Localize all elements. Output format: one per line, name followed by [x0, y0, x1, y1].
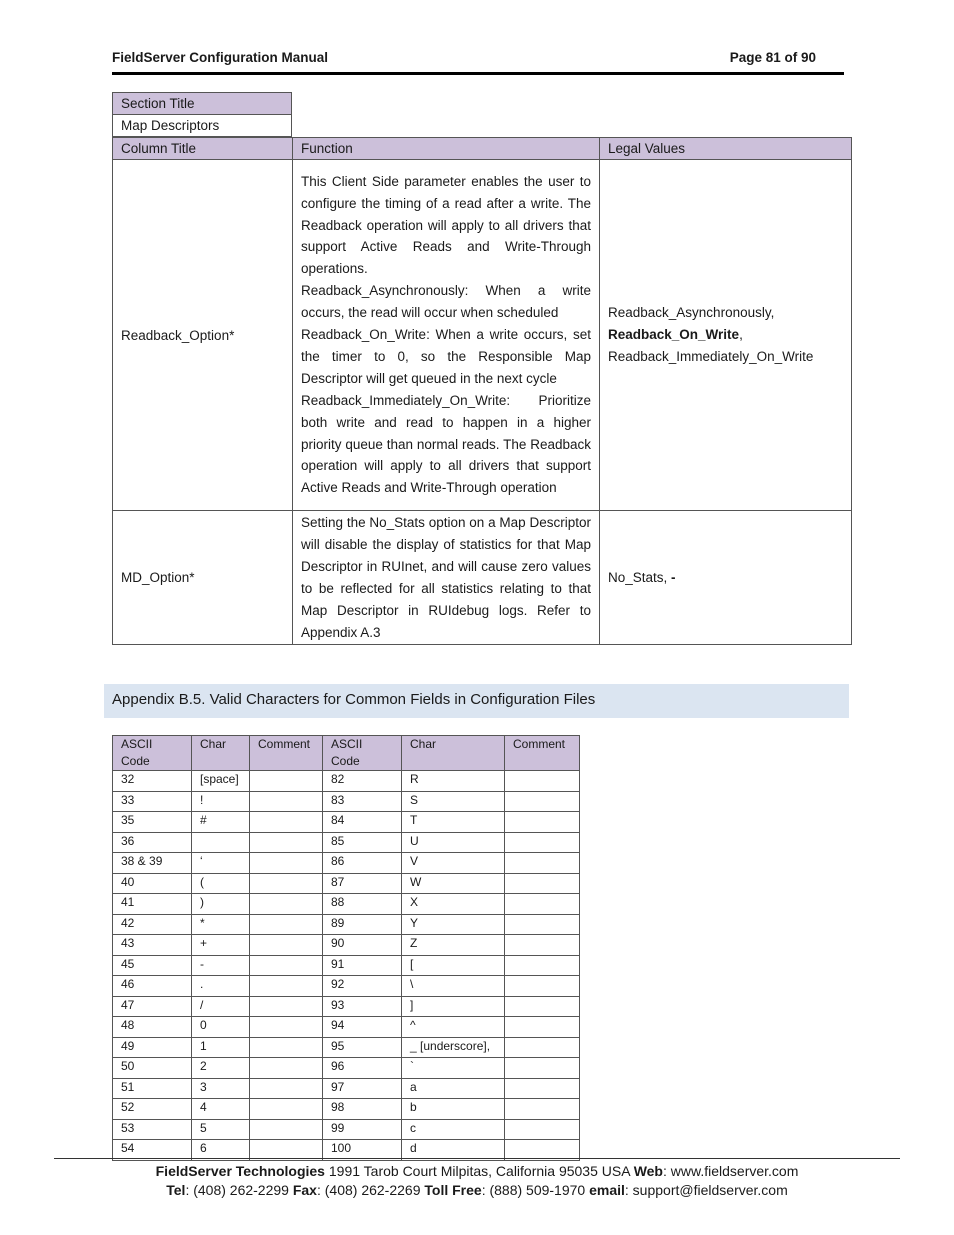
table-cell: # — [192, 812, 250, 833]
column-header: Char — [192, 736, 250, 771]
table-cell: 98 — [323, 1099, 402, 1120]
table-cell — [250, 791, 323, 812]
table-cell: 88 — [323, 894, 402, 915]
table-cell — [505, 791, 580, 812]
column-header: Comment — [250, 736, 323, 771]
table-row — [113, 1017, 580, 1038]
table-cell: a — [402, 1078, 505, 1099]
table-row — [113, 1140, 580, 1161]
parameter-function — [293, 160, 600, 511]
table-cell: ` — [402, 1058, 505, 1079]
parameter-name: MD_Option* — [113, 511, 293, 645]
table-cell: 41 — [113, 894, 192, 915]
table-cell — [505, 1058, 580, 1079]
table-cell: c — [402, 1119, 505, 1140]
default-value: - — [671, 570, 676, 586]
column-header: Legal Values — [600, 138, 852, 160]
table-cell: 32 — [113, 771, 192, 792]
table-cell: \ — [402, 976, 505, 997]
footer-line-1 — [0, 1163, 954, 1179]
table-cell: 3 — [192, 1078, 250, 1099]
table-cell: 0 — [192, 1017, 250, 1038]
table-row — [113, 511, 852, 645]
table-cell: 47 — [113, 996, 192, 1017]
web-label: Web — [633, 1163, 663, 1179]
table-cell: 82 — [323, 771, 402, 792]
column-header: Column Title — [113, 138, 293, 160]
function-paragraph: Readback_Immediately_On_Write: Prioritize both write and read to happen in a higher priority queue than normal reads. The Readback operation will apply to all drivers that support Active Reads and Write-Through operation — [301, 392, 591, 496]
table-row — [113, 160, 852, 511]
table-cell: 49 — [113, 1037, 192, 1058]
table-cell: _ [underscore], — [402, 1037, 505, 1058]
column-header: Char — [402, 736, 505, 771]
table-cell: ( — [192, 873, 250, 894]
table-cell: 92 — [323, 976, 402, 997]
table-cell — [250, 1140, 323, 1161]
table-cell: + — [192, 935, 250, 956]
table-row — [113, 1099, 580, 1120]
table-row — [113, 935, 580, 956]
function-paragraph: Readback_On_Write: When a write occurs, set the timer to 0, so the Responsible Map Descriptor will get queued in the next cycle — [301, 327, 591, 386]
table-cell: 1 — [192, 1037, 250, 1058]
company-name: FieldServer Technologies — [155, 1163, 325, 1179]
table-cell: 84 — [323, 812, 402, 833]
appendix-title: Appendix B.5. Valid Characters for Common Fields in Configuration Files — [112, 691, 596, 708]
email-value: : support@fieldserver.com — [624, 1182, 788, 1198]
table-cell: 6 — [192, 1140, 250, 1161]
table-cell: 50 — [113, 1058, 192, 1079]
table-cell — [250, 771, 323, 792]
function-paragraph: Setting the No_Stats option on a Map Descriptor will disable the display of statistics for that Map Descriptor in RUInet, and will cause zero values to be reflected for all statistics relating to that Map Descriptor in RUIdebug logs. Refer to Appendix A.3 — [301, 515, 591, 640]
table-cell: Z — [402, 935, 505, 956]
manual-title: FieldServer Configuration Manual — [112, 50, 329, 65]
table-cell — [505, 1099, 580, 1120]
table-row — [113, 1119, 580, 1140]
table-cell — [250, 1058, 323, 1079]
table-cell — [250, 1099, 323, 1120]
table-cell — [250, 1119, 323, 1140]
table-cell: d — [402, 1140, 505, 1161]
table-cell: 87 — [323, 873, 402, 894]
tel-value: : (408) 262-2299 — [185, 1182, 293, 1198]
table-cell: 43 — [113, 935, 192, 956]
parameter-table-header — [113, 138, 852, 160]
page-header — [112, 50, 816, 70]
table-cell: 89 — [323, 914, 402, 935]
legal-value: Readback_Immediately_On_Write — [608, 349, 814, 364]
table-cell — [505, 1078, 580, 1099]
table-cell: 53 — [113, 1119, 192, 1140]
table-cell: 99 — [323, 1119, 402, 1140]
table-cell: V — [402, 853, 505, 874]
table-cell: ‘ — [192, 853, 250, 874]
table-cell: - — [192, 955, 250, 976]
table-cell — [250, 832, 323, 853]
tollfree-label: Toll Free — [424, 1182, 482, 1198]
table-cell: 48 — [113, 1017, 192, 1038]
section-title-label: Section Title — [113, 93, 292, 115]
table-row — [113, 832, 580, 853]
ascii-table-body — [113, 771, 580, 1161]
table-cell: 83 — [323, 791, 402, 812]
ascii-table-header — [113, 736, 580, 771]
table-cell: * — [192, 914, 250, 935]
company-address: 1991 Tarob Court Milpitas, California 95035 USA — [324, 1163, 634, 1179]
table-row — [113, 812, 580, 833]
table-row — [113, 894, 580, 915]
table-cell: 52 — [113, 1099, 192, 1120]
function-paragraph: Readback_Asynchronously: When a write occurs, the read will occur when scheduled — [301, 283, 591, 321]
table-row — [113, 914, 580, 935]
footer-rule — [54, 1158, 900, 1159]
table-cell: b — [402, 1099, 505, 1120]
table-cell — [192, 832, 250, 853]
table-cell: 42 — [113, 914, 192, 935]
table-cell: 4 — [192, 1099, 250, 1120]
table-cell: [ — [402, 955, 505, 976]
table-row — [113, 996, 580, 1017]
fax-label: Fax — [292, 1182, 317, 1198]
table-cell: 96 — [323, 1058, 402, 1079]
table-cell — [505, 1017, 580, 1038]
legal-value: No_Stats, — [608, 570, 672, 586]
table-cell — [505, 996, 580, 1017]
table-cell — [505, 914, 580, 935]
table-cell: 36 — [113, 832, 192, 853]
table-row — [113, 976, 580, 997]
table-row — [113, 853, 580, 874]
table-cell: 33 — [113, 791, 192, 812]
table-cell: 54 — [113, 1140, 192, 1161]
table-cell: W — [402, 873, 505, 894]
table-cell: [space] — [192, 771, 250, 792]
table-cell: 2 — [192, 1058, 250, 1079]
legal-values — [600, 511, 852, 645]
table-cell: S — [402, 791, 505, 812]
parameter-table — [112, 137, 852, 645]
parameter-name: Readback_Option* — [113, 160, 293, 511]
column-header: ASCII Code — [323, 736, 402, 771]
header-rule — [112, 72, 844, 75]
table-cell — [250, 853, 323, 874]
legal-values — [600, 160, 852, 511]
table-row — [113, 873, 580, 894]
table-cell — [505, 935, 580, 956]
table-cell: R — [402, 771, 505, 792]
section-title-box — [112, 92, 292, 137]
table-cell: 5 — [192, 1119, 250, 1140]
web-value: : www.fieldserver.com — [663, 1163, 799, 1179]
table-cell — [250, 935, 323, 956]
table-cell: 38 & 39 — [113, 853, 192, 874]
table-cell: 40 — [113, 873, 192, 894]
table-cell: ! — [192, 791, 250, 812]
table-cell — [250, 1078, 323, 1099]
table-cell — [250, 955, 323, 976]
table-cell — [250, 1017, 323, 1038]
function-paragraph: This Client Side parameter enables the user to configure the timing of a read after a write. The Readback operation will apply to all drivers that support Active Reads and Write-Through operations. — [301, 173, 591, 277]
table-cell — [505, 955, 580, 976]
table-cell — [250, 894, 323, 915]
table-row — [113, 1078, 580, 1099]
table-cell: 85 — [323, 832, 402, 853]
table-cell — [250, 812, 323, 833]
table-cell — [250, 976, 323, 997]
table-cell — [505, 853, 580, 874]
table-cell: X — [402, 894, 505, 915]
table-cell — [505, 812, 580, 833]
table-cell: 51 — [113, 1078, 192, 1099]
table-cell — [250, 1037, 323, 1058]
table-row — [113, 791, 580, 812]
table-cell: 46 — [113, 976, 192, 997]
table-cell: ) — [192, 894, 250, 915]
table-cell: ^ — [402, 1017, 505, 1038]
table-cell: 100 — [323, 1140, 402, 1161]
legal-value: Readback_Asynchronously, — [608, 305, 775, 320]
table-cell — [250, 996, 323, 1017]
table-cell: ] — [402, 996, 505, 1017]
table-cell: 94 — [323, 1017, 402, 1038]
section-title-value: Map Descriptors — [113, 115, 292, 137]
table-cell: 45 — [113, 955, 192, 976]
table-cell: 90 — [323, 935, 402, 956]
table-cell: 93 — [323, 996, 402, 1017]
table-cell: 91 — [323, 955, 402, 976]
table-cell: Y — [402, 914, 505, 935]
table-cell — [505, 894, 580, 915]
table-cell: 95 — [323, 1037, 402, 1058]
column-header: Function — [293, 138, 600, 160]
table-cell: 86 — [323, 853, 402, 874]
legal-value: Readback_On_Write, — [608, 327, 743, 342]
table-cell — [505, 1140, 580, 1161]
page-number: Page 81 of 90 — [729, 50, 816, 65]
column-header: Comment — [505, 736, 580, 771]
table-row — [113, 955, 580, 976]
table-cell: U — [402, 832, 505, 853]
email-label: email — [589, 1182, 625, 1198]
ascii-table — [112, 735, 580, 1161]
footer-line-2 — [0, 1182, 954, 1198]
table-cell — [505, 832, 580, 853]
table-cell: T — [402, 812, 505, 833]
column-header: ASCII Code — [113, 736, 192, 771]
fax-value: : (408) 262-2269 — [316, 1182, 425, 1198]
table-cell — [505, 1119, 580, 1140]
table-row — [113, 771, 580, 792]
table-row — [113, 1058, 580, 1079]
table-cell: / — [192, 996, 250, 1017]
table-cell: 35 — [113, 812, 192, 833]
table-cell: . — [192, 976, 250, 997]
appendix-heading — [104, 684, 849, 718]
table-cell — [250, 873, 323, 894]
table-row — [113, 1037, 580, 1058]
table-cell — [505, 1037, 580, 1058]
tel-label: Tel — [166, 1182, 186, 1198]
table-cell — [505, 873, 580, 894]
table-cell — [250, 914, 323, 935]
table-cell: 97 — [323, 1078, 402, 1099]
parameter-function — [293, 511, 600, 645]
default-value: Readback_On_Write — [608, 327, 740, 342]
table-cell — [505, 771, 580, 792]
tollfree-value: : (888) 509-1970 — [481, 1182, 590, 1198]
table-cell — [505, 976, 580, 997]
